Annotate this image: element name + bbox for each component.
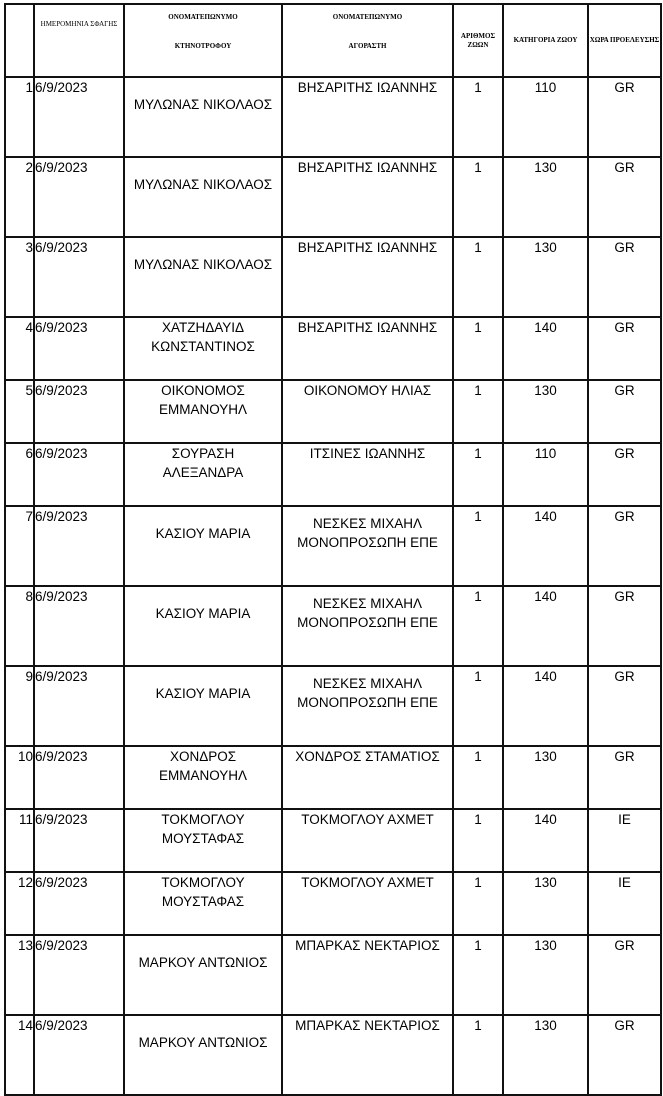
animal-category-cell: 110: [503, 443, 588, 506]
slaughter-date-cell: 6/9/2023: [34, 746, 124, 809]
row-number-cell: 2: [5, 157, 34, 237]
buyer-name-cell: [282, 443, 453, 506]
animal-count-cell: 1: [453, 157, 503, 237]
buyer-name-line: ΒΗΣΑΡΙΤΗΣ ΙΩΑΝΝΗΣ: [297, 320, 438, 335]
slaughter-date-cell: 6/9/2023: [34, 237, 124, 317]
country-of-origin-cell: GR: [588, 380, 661, 443]
buyer-name-cell: [282, 237, 453, 317]
table-row: [5, 317, 661, 380]
buyer-name-line: ΙΤΣΙΝΕΣ ΙΩΑΝΝΗΣ: [309, 446, 426, 461]
row-number-cell: 10: [5, 746, 34, 809]
farmer-name-line: ΜΥΛΩΝΑΣ ΝΙΚΟΛΑΟΣ: [133, 257, 273, 272]
animal-category-cell: 130: [503, 935, 588, 1015]
farmer-name-line: ΜΥΛΩΝΑΣ ΝΙΚΟΛΑΟΣ: [133, 97, 273, 112]
table-row: [5, 1015, 661, 1095]
table-row: [5, 443, 661, 506]
animal-category-cell: 140: [503, 666, 588, 746]
animal-count-cell: 1: [453, 1015, 503, 1095]
animal-count-cell: 1: [453, 317, 503, 380]
buyer-name-line: ΜΠΑΡΚΑΣ ΝΕΚΤΑΡΙΟΣ: [295, 938, 440, 953]
table-row: [5, 809, 661, 872]
farmer-name-line: ΧΑΤΖΗΔΑΥΙΔ: [161, 320, 245, 335]
table-header: [5, 4, 661, 77]
farmer-name-cell: [124, 380, 282, 443]
table-row: [5, 506, 661, 586]
buyer-name-line: ΒΗΣΑΡΙΤΗΣ ΙΩΑΝΝΗΣ: [297, 80, 438, 95]
header-slaughter-date: ΗΜΕΡΟΜΗΝΙΑ ΣΦΑΓΗΣ: [34, 4, 124, 77]
header-buyer-name: [282, 4, 453, 77]
farmer-name-line: ΜΟΥΣΤΑΦΑΣ: [161, 831, 245, 846]
farmer-name-cell: [124, 935, 282, 1015]
country-of-origin-cell: GR: [588, 586, 661, 666]
header-farmer-name: [124, 4, 282, 77]
country-of-origin-cell: GR: [588, 506, 661, 586]
row-number-cell: 11: [5, 809, 34, 872]
slaughter-register-table: [4, 3, 662, 1096]
farmer-name-cell: [124, 77, 282, 157]
country-of-origin-cell: GR: [588, 666, 661, 746]
slaughter-date-cell: 6/9/2023: [34, 77, 124, 157]
table-row: [5, 380, 661, 443]
country-of-origin-cell: GR: [588, 1015, 661, 1095]
farmer-name-cell: [124, 586, 282, 666]
country-of-origin-cell: GR: [588, 77, 661, 157]
row-number-cell: 4: [5, 317, 34, 380]
buyer-name-cell: [282, 935, 453, 1015]
farmer-name-cell: [124, 443, 282, 506]
slaughter-date-cell: 6/9/2023: [34, 380, 124, 443]
farmer-name-line: ΟΙΚΟΝΟΜΟΣ: [161, 383, 245, 398]
farmer-name-line: ΑΛΕΞΑΝΔΡΑ: [162, 465, 244, 480]
farmer-name-cell: [124, 317, 282, 380]
buyer-name-line: ΒΗΣΑΡΙΤΗΣ ΙΩΑΝΝΗΣ: [297, 240, 438, 255]
buyer-name-line: ΜΠΑΡΚΑΣ ΝΕΚΤΑΡΙΟΣ: [295, 1018, 440, 1033]
row-number-cell: 13: [5, 935, 34, 1015]
country-of-origin-cell: IE: [588, 872, 661, 935]
table-row: [5, 77, 661, 157]
animal-count-cell: 1: [453, 77, 503, 157]
animal-category-cell: 130: [503, 746, 588, 809]
farmer-name-cell: [124, 746, 282, 809]
animal-category-cell: 140: [503, 809, 588, 872]
row-number-cell: 14: [5, 1015, 34, 1095]
animal-category-cell: 140: [503, 506, 588, 586]
buyer-name-line: ΤΟΚΜΟΓΛΟΥ ΑΧΜΕΤ: [301, 812, 434, 827]
farmer-name-line: ΣΟΥΡΑΣΗ: [171, 446, 235, 461]
animal-count-cell: 1: [453, 586, 503, 666]
animal-category-cell: 130: [503, 1015, 588, 1095]
buyer-name-cell: [282, 157, 453, 237]
farmer-name-cell: [124, 237, 282, 317]
buyer-name-line: ΝΕΣΚΕΣ ΜΙΧΑΗΛ: [313, 676, 422, 691]
table-row: [5, 586, 661, 666]
row-number-cell: 8: [5, 586, 34, 666]
buyer-name-line: ΝΕΣΚΕΣ ΜΙΧΑΗΛ: [313, 516, 422, 531]
animal-count-cell: 1: [453, 746, 503, 809]
animal-category-cell: 140: [503, 586, 588, 666]
slaughter-date-cell: 6/9/2023: [34, 872, 124, 935]
country-of-origin-cell: GR: [588, 746, 661, 809]
animal-count-cell: 1: [453, 443, 503, 506]
farmer-name-line: ΚΑΣΙΟΥ ΜΑΡΙΑ: [155, 686, 251, 701]
country-of-origin-cell: GR: [588, 443, 661, 506]
animal-category-cell: 130: [503, 872, 588, 935]
animal-category-cell: 130: [503, 380, 588, 443]
slaughter-date-cell: 6/9/2023: [34, 157, 124, 237]
header-buyer-name-top: ΟΝΟΜΑΤΕΠΩΝΥΜΟ: [332, 13, 403, 21]
animal-count-cell: 1: [453, 380, 503, 443]
buyer-name-line: ΜΟΝΟΠΡΟΣΩΠΗ ΕΠΕ: [297, 615, 438, 630]
slaughter-date-cell: 6/9/2023: [34, 317, 124, 380]
country-of-origin-cell: GR: [588, 935, 661, 1015]
buyer-name-cell: [282, 77, 453, 157]
row-number-cell: 7: [5, 506, 34, 586]
buyer-name-line: ΜΟΝΟΠΡΟΣΩΠΗ ΕΠΕ: [297, 535, 438, 550]
farmer-name-line: ΤΟΚΜΟΓΛΟΥ: [161, 875, 245, 890]
animal-count-cell: 1: [453, 872, 503, 935]
farmer-name-line: ΚΩΝΣΤΑΝΤΙΝΟΣ: [151, 339, 255, 354]
animal-count-cell: 1: [453, 237, 503, 317]
slaughter-date-cell: 6/9/2023: [34, 1015, 124, 1095]
row-number-cell: 6: [5, 443, 34, 506]
animal-count-cell: 1: [453, 506, 503, 586]
animal-category-cell: 130: [503, 157, 588, 237]
slaughter-date-cell: 6/9/2023: [34, 666, 124, 746]
buyer-name-cell: [282, 380, 453, 443]
slaughter-date-cell: 6/9/2023: [34, 443, 124, 506]
farmer-name-cell: [124, 666, 282, 746]
header-animal-count: ΑΡΙΘΜΟΣ ΖΩΩΝ: [453, 4, 503, 77]
table-row: [5, 872, 661, 935]
buyer-name-cell: [282, 1015, 453, 1095]
buyer-name-line: ΤΟΚΜΟΓΛΟΥ ΑΧΜΕΤ: [301, 875, 434, 890]
farmer-name-cell: [124, 809, 282, 872]
header-row-number: [5, 4, 34, 77]
header-farmer-name-top: ΟΝΟΜΑΤΕΠΩΝΥΜΟ: [168, 13, 238, 21]
table-row: [5, 666, 661, 746]
row-number-cell: 3: [5, 237, 34, 317]
header-farmer-name-bottom: ΚΤΗΝΟΤΡΟΦΟΥ: [174, 42, 232, 50]
buyer-name-cell: [282, 317, 453, 380]
farmer-name-line: ΜΑΡΚΟΥ ΑΝΤΩΝΙΟΣ: [138, 955, 268, 970]
animal-count-cell: 1: [453, 666, 503, 746]
row-number-cell: 1: [5, 77, 34, 157]
farmer-name-line: ΚΑΣΙΟΥ ΜΑΡΙΑ: [155, 526, 251, 541]
country-of-origin-cell: GR: [588, 317, 661, 380]
buyer-name-line: ΝΕΣΚΕΣ ΜΙΧΑΗΛ: [313, 596, 422, 611]
row-number-cell: 9: [5, 666, 34, 746]
farmer-name-line: ΚΑΣΙΟΥ ΜΑΡΙΑ: [155, 606, 251, 621]
farmer-name-line: ΜΟΥΣΤΑΦΑΣ: [161, 894, 245, 909]
table-row: [5, 746, 661, 809]
slaughter-date-cell: 6/9/2023: [34, 935, 124, 1015]
row-number-cell: 12: [5, 872, 34, 935]
table-body: [5, 77, 661, 1095]
farmer-name-cell: [124, 872, 282, 935]
buyer-name-line: ΜΟΝΟΠΡΟΣΩΠΗ ΕΠΕ: [297, 695, 438, 710]
farmer-name-line: ΜΑΡΚΟΥ ΑΝΤΩΝΙΟΣ: [138, 1035, 268, 1050]
row-number-cell: 5: [5, 380, 34, 443]
table-row: [5, 237, 661, 317]
table-row: [5, 935, 661, 1015]
country-of-origin-cell: IE: [588, 809, 661, 872]
farmer-name-cell: [124, 1015, 282, 1095]
slaughter-date-cell: 6/9/2023: [34, 809, 124, 872]
animal-count-cell: 1: [453, 809, 503, 872]
header-row: [5, 4, 661, 77]
farmer-name-line: ΕΜΜΑΝΟΥΗΛ: [158, 402, 248, 417]
buyer-name-cell: [282, 506, 453, 586]
farmer-name-cell: [124, 506, 282, 586]
buyer-name-cell: [282, 586, 453, 666]
buyer-name-line: ΒΗΣΑΡΙΤΗΣ ΙΩΑΝΝΗΣ: [297, 160, 438, 175]
buyer-name-cell: [282, 872, 453, 935]
animal-category-cell: 110: [503, 77, 588, 157]
buyer-name-line: ΟΙΚΟΝΟΜΟΥ ΗΛΙΑΣ: [303, 383, 432, 398]
farmer-name-cell: [124, 157, 282, 237]
table-row: [5, 157, 661, 237]
animal-category-cell: 130: [503, 237, 588, 317]
buyer-name-cell: [282, 809, 453, 872]
country-of-origin-cell: GR: [588, 157, 661, 237]
country-of-origin-cell: GR: [588, 237, 661, 317]
buyer-name-cell: [282, 746, 453, 809]
buyer-name-cell: [282, 666, 453, 746]
animal-count-cell: 1: [453, 935, 503, 1015]
header-country-of-origin: ΧΩΡΑ ΠΡΟΕΛΕΥΣΗΣ: [588, 4, 661, 77]
farmer-name-line: ΕΜΜΑΝΟΥΗΛ: [158, 768, 248, 783]
farmer-name-line: ΤΟΚΜΟΓΛΟΥ: [161, 812, 245, 827]
farmer-name-line: ΜΥΛΩΝΑΣ ΝΙΚΟΛΑΟΣ: [133, 177, 273, 192]
header-animal-category: ΚΑΤΗΓΟΡΙΑ ΖΩΟΥ: [503, 4, 588, 77]
slaughter-date-cell: 6/9/2023: [34, 586, 124, 666]
buyer-name-line: ΧΟΝΔΡΟΣ ΣΤΑΜΑΤΙΟΣ: [295, 749, 440, 764]
slaughter-date-cell: 6/9/2023: [34, 506, 124, 586]
animal-category-cell: 140: [503, 317, 588, 380]
header-buyer-name-bottom: ΑΓΟΡΑΣΤΗ: [348, 42, 387, 50]
farmer-name-line: ΧΟΝΔΡΟΣ: [169, 749, 237, 764]
